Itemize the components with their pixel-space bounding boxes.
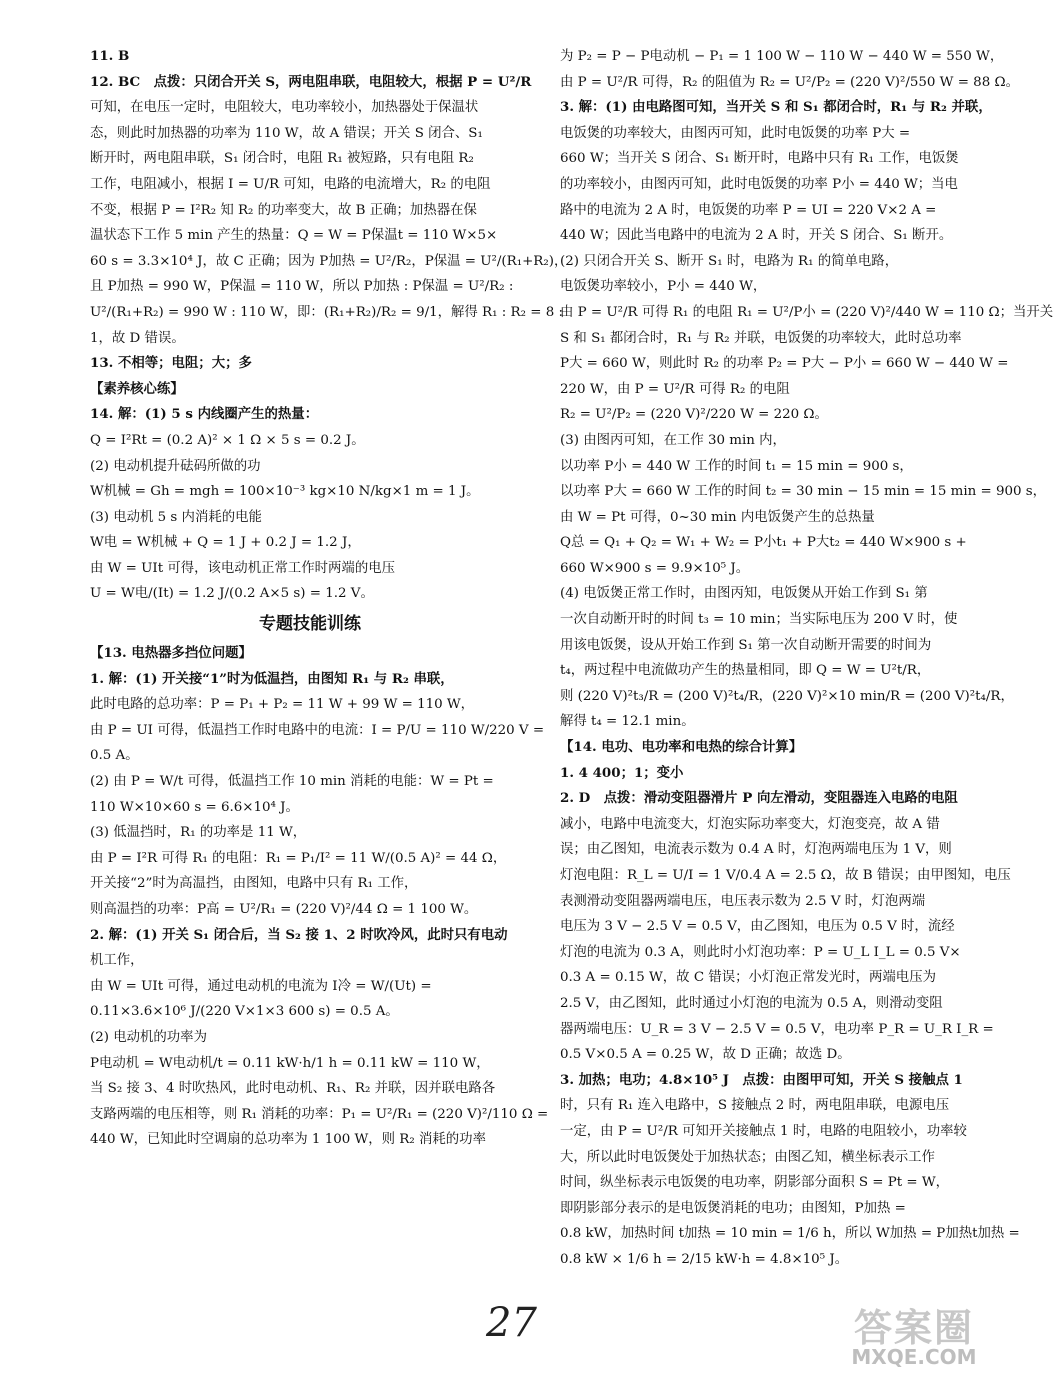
text-line: R₂ = U²/P₂ = (220 V)²/220 W = 220 Ω。 [560,407,828,423]
text-line: 110 W×10×60 s = 6.6×10⁴ J。 [90,799,299,815]
text-line: 2.5 V，由乙图知，此时通过小灯泡的电流为 0.5 A，则滑动变阻 [560,995,943,1011]
text-line: 器两端电压：U_R = 3 V − 2.5 V = 0.5 V，电功率 P_R = U_R I_R = [560,1021,994,1037]
text-line: 0.8 kW，加热时间 t加热 = 10 min = 1/6 h，所以 W加热 = P加热t加热 = [560,1226,1020,1242]
text-line: 0.11×3.6×10⁶ J/(220 V×1×3 600 s) = 0.5 A。 [90,1004,399,1020]
text-line: 当 S₂ 接 3、4 时吹热风，此时电动机、R₁、R₂ 并联，因并联电路各 [90,1081,496,1097]
text-line: (2) 电动机的功率为 [90,1029,207,1045]
question-item: 12. BC 点拨：只闭合开关 S，两电阻串联，电阻较大，根据 P = U²/R [90,73,532,90]
watermark-url: MXQE.COM [851,1345,977,1369]
left-column [90,44,568,1153]
text-line: S 和 S₁ 都闭合时，R₁ 与 R₂ 并联，电饭煲的功率较大，此时总功率 [560,330,962,346]
text-line: 660 W；当开关 S 闭合、S₁ 断开时，电路中只有 R₁ 工作，电饭煲 [560,151,959,167]
text-line: P大 = 660 W，则此时 R₂ 的功率 P₂ = P大 − P小 = 660 W − 440 W = [560,356,1009,372]
text-line: (2) 由 P = W/t 可得，低温挡工作 10 min 消耗的电能：W = Pt = [90,774,494,790]
question-item: 1. 4 400；1；变小 [560,764,684,781]
text-line: (2) 只闭合开关 S、断开 S₁ 时，电路为 R₁ 的简单电路， [560,253,899,269]
question-item: 14. 解：(1) 5 s 内线圈产生的热量： [90,406,319,423]
text-line: 60 s = 3.3×10⁴ J，故 C 正确；因为 P加热 = U²/R₂，P保温 = U²/(R₁+R₂)， [90,253,568,269]
question-item: 3. 解：(1) 由电路图可知，当开关 S 和 S₁ 都闭合时，R₁ 与 R₂ 并联， [560,99,992,116]
text-line: 减小，电路中电流变大，灯泡实际功率变大，灯泡变亮，故 A 错 [560,816,940,832]
text-line: 由 P = U²/R 可得，R₂ 的阻值为 R₂ = U²/P₂ = (220 V)²/550 W = 88 Ω。 [560,74,1019,90]
text-line: 1，故 D 错误。 [90,330,185,346]
text-line: 表测滑动变阻器两端电压，电压表示数为 2.5 V 时，灯泡两端 [560,893,926,909]
text-line: U = W电/(It) = 1.2 J/(0.2 A×5 s) = 1.2 V。 [90,586,374,602]
text-line: 时间，纵坐标表示电饭煲的电功率，阴影部分面积 S = Pt = W， [560,1175,950,1191]
page-number: 27 [486,1300,537,1346]
question-item: 2. 解：(1) 开关 S₁ 闭合后，当 S₂ 接 1、2 时吹冷风，此时只有电动 [90,926,508,943]
right-column [560,44,1053,1273]
text-line: 不变，根据 P = I²R₂ 知 R₂ 的功率变大，故 B 正确；加热器在保 [90,202,477,218]
text-line: 机工作， [90,953,144,969]
text-line: P电动机 = W电动机/t = 0.11 kW·h/1 h = 0.11 kW = 110 W， [90,1055,490,1071]
text-line: 电饭煲功率较小，P小 = 440 W， [560,279,767,295]
question-item: 11. B [90,48,130,64]
text-line: 用该电饭煲，设从开始工作到 S₁ 第一次自动断开需要的时间为 [560,637,932,653]
text-line: 时，只有 R₁ 连入电路中，S 接触点 2 时，两电阻串联，电源电压 [560,1098,950,1114]
question-item: 1. 解：(1) 开关接“1”时为低温挡，由图知 R₁ 与 R₂ 串联， [90,670,454,687]
text-line: 由 W = UIt 可得，该电动机正常工作时两端的电压 [90,560,395,576]
section-heading: 【素养核心练】 [90,380,184,397]
text-line: 的功率较小，由图丙可知，此时电饭煲的功率 P小 = 440 W；当电 [560,176,958,192]
text-line: 660 W×900 s = 9.9×10⁵ J。 [560,560,750,576]
text-line: 电饭煲的功率较大，由图丙可知，此时电饭煲的功率 P大 = [560,125,911,141]
text-line: 工作，电阻减小，根据 I = U/R 可知，电路的电流增大，R₂ 的电阻 [90,176,491,192]
text-line: 误；由乙图知，电流表示数为 0.4 A 时，灯泡两端电压为 1 V，则 [560,842,952,858]
text-line: 开关接“2”时为高温挡，由图知，电路中只有 R₁ 工作， [90,876,418,892]
text-line: 断开时，两电阻串联，S₁ 闭合时，电阻 R₁ 被短路，只有电阻 R₂ [90,151,474,167]
text-line: 由 W = UIt 可得，通过电动机的电流为 I冷 = W/(Ut) = [90,978,432,994]
text-line: W机械 = Gh = mgh = 100×10⁻³ kg×10 N/kg×1 m = 1 J。 [90,484,480,500]
text-line: 440 W，已知此时空调扇的总功率为 1 100 W，则 R₂ 消耗的功率 [90,1132,486,1148]
text-line: 0.8 kW × 1/6 h = 2/15 kW·h = 4.8×10⁵ J。 [560,1251,849,1267]
text-line: 一次自动断开时的时间 t₃ = 10 min；当实际电压为 200 V 时，使 [560,612,958,628]
section-heading: 【13. 电热器多挡位问题】 [90,645,252,662]
text-line: 温状态下工作 5 min 产生的热量：Q = W = P保温t = 110 W×5× [90,228,498,244]
text-line: 则 (220 V)²t₃/R = (200 V)²t₄/R，(220 V)²×10 min/R = (200 V)²t₄/R， [560,688,1014,704]
text-line: 路中的电流为 2 A 时，电饭煲的功率 P = UI = 220 V×2 A = [560,202,937,218]
text-line: (3) 电动机 5 s 内消耗的电能 [90,509,262,525]
text-line: (4) 电饭煲正常工作时，由图丙知，电饭煲从开始工作到 S₁ 第 [560,586,928,602]
text-line: 由 P = U²/R 可得 R₁ 的电阻 R₁ = U²/P小 = (220 V)²/440 W = 110 Ω；当开关 [560,304,1053,320]
watermark-logo-text: 答案圈 [853,1306,974,1350]
text-line: 支路两端的电压相等，则 R₁ 消耗的功率：P₁ = U²/R₁ = (220 V)²/110 Ω = [90,1106,549,1122]
text-line: 440 W；因此当电路中的电流为 2 A 时，开关 S 闭合、S₁ 断开。 [560,228,953,244]
text-line: 态，则此时加热器的功率为 110 W，故 A 错误；开关 S 闭合、S₁ [90,125,483,141]
question-item: 2. D 点拨：滑动变阻器滑片 P 向左滑动，变阻器连入电路的电阻 [560,790,958,807]
text-line: U²/(R₁+R₂) = 990 W : 110 W，即：(R₁+R₂)/R₂ = 9/1，解得 R₁ : R₂ = 8 : [90,304,564,320]
text-line: 则高温挡的功率：P高 = U²/R₁ = (220 V)²/44 Ω = 1 100 W。 [90,902,478,917]
text-line: 以功率 P小 = 440 W 工作的时间 t₁ = 15 min = 900 s， [560,458,913,474]
text-line: W电 = W机械 + Q = 1 J + 0.2 J = 1.2 J， [90,535,361,551]
section-title: 专题技能训练 [259,614,361,635]
watermark-logo [844,1295,984,1369]
text-line: 一定，由 P = U²/R 可知开关接触点 1 时，电路的电阻较小，功率较 [560,1123,967,1139]
text-line: (2) 电动机提升砝码所做的功 [90,458,261,474]
text-line: 为 P₂ = P − P电动机 − P₁ = 1 100 W − 110 W − 440 W = 550 W， [560,49,1004,64]
text-line: 灯泡的电流为 0.3 A，则此时小灯泡功率：P = U_L I_L = 0.5 V× [560,944,961,960]
text-line: 电压为 3 V − 2.5 V = 0.5 V，由乙图知，电压为 0.5 V 时，流经 [560,919,955,935]
text-line: 由 W = Pt 可得，0~30 min 内电饭煲产生的总热量 [560,509,875,525]
text-line: 0.5 V×0.5 A = 0.25 W，故 D 正确；故选 D。 [560,1047,851,1063]
section-heading: 【14. 电功、电功率和电热的综合计算】 [560,739,803,756]
text-line: 即阴影部分表示的是电饭煲消耗的电功；由图知，P加热 = [560,1200,906,1216]
text-line: 且 P加热 = 990 W，P保温 = 110 W，所以 P加热 : P保温 = U²/R₂ : [90,279,514,295]
text-line: 可知，在电压一定时，电阻较大，电功率较小，加热器处于保温状 [90,100,479,116]
question-item: 3. 加热；电功；4.8×10⁵ J 点拨：由图甲可知，开关 S 接触点 1 [560,1071,963,1088]
text-line: Q = I²Rt = (0.2 A)² × 1 Ω × 5 s = 0.2 J。 [90,432,365,448]
text-line: t₄，两过程中电流做功产生的热量相同，即 Q = W = U²t/R， [560,663,931,679]
text-line: 灯泡电阻：R_L = U/I = 1 V/0.4 A = 2.5 Ω，故 B 错误；由甲图知，电压 [560,868,1011,883]
text-line: 由 P = I²R 可得 R₁ 的电阻：R₁ = P₁/I² = 11 W/(0.5 A)² = 44 Ω， [90,850,507,866]
text-line: 由 P = UI 可得，低温挡工作时电路中的电流：I = P/U = 110 W/220 V = [90,722,545,738]
question-item: 13. 不相等；电阻；大；多 [90,355,252,372]
text-line: 0.5 A。 [90,748,139,764]
text-line: 此时电路的总功率：P = P₁ + P₂ = 11 W + 99 W = 110 W， [90,697,475,713]
text-line: (3) 由图丙可知，在工作 30 min 内， [560,432,786,448]
text-line: Q总 = Q₁ + Q₂ = W₁ + W₂ = P小t₁ + P大t₂ = 440 W×900 s + [560,535,967,551]
text-line: 0.3 A = 0.15 W，故 C 错误；小灯泡正常发光时，两端电压为 [560,970,936,986]
text-line: 大，所以此时电饭煲处于加热状态；由图乙知，横坐标表示工作 [560,1149,935,1165]
text-line: 解得 t₄ = 12.1 min。 [560,714,695,730]
text-line: 220 W，由 P = U²/R 可得 R₂ 的电阻 [560,381,790,397]
text-line: (3) 低温挡时，R₁ 的功率是 11 W， [90,825,307,841]
text-line: 以功率 P大 = 660 W 工作的时间 t₂ = 30 min − 15 min = 15 min = 900 s， [560,484,1047,500]
